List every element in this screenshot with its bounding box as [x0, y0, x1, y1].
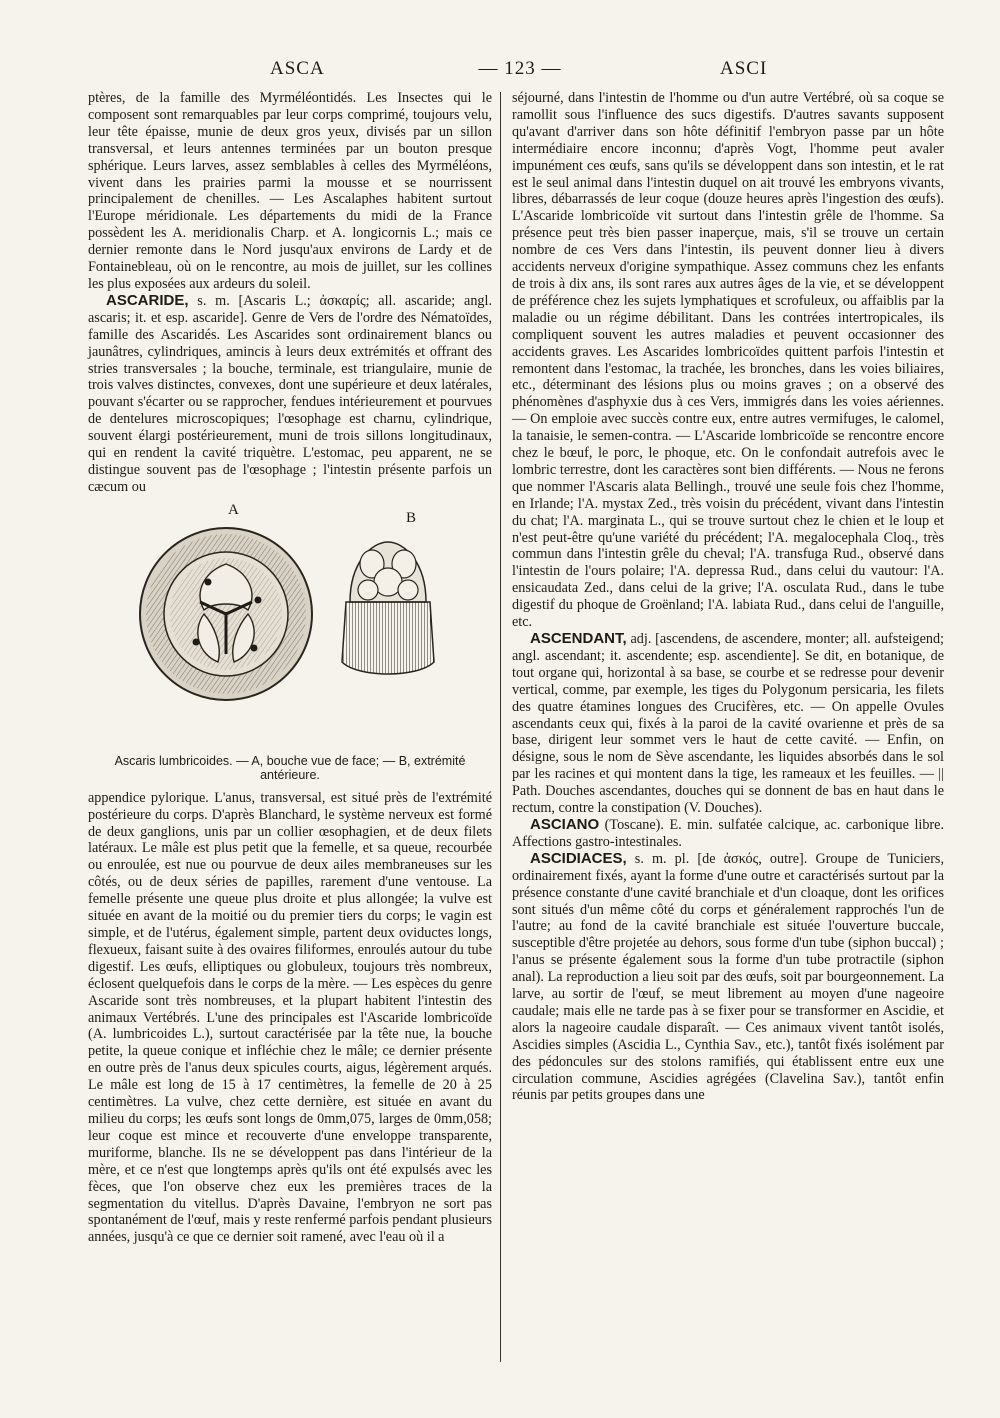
headword-ascidiaces: ASCIDIACES,	[530, 849, 627, 867]
column-divider	[500, 92, 501, 1362]
figure-caption: Ascaris lumbricoides. — A, bouche vue de face; — B, extrémité antérieure.	[114, 753, 466, 782]
running-header	[80, 58, 940, 86]
figure-a-mouth-front-view	[140, 528, 312, 700]
entry-ascendant	[512, 631, 944, 817]
entry-ascidiaces	[512, 851, 944, 1105]
entry-asciano	[512, 817, 944, 851]
entry-ascaride	[88, 293, 492, 496]
right-column	[512, 90, 944, 1104]
figure-label-b: B	[406, 509, 417, 526]
entry-asciano-text: (Toscane). E. min. sulfatée calcique, ac. carbonique libre. Affections gastro-intestinales.	[512, 816, 944, 850]
entry-ascidiaces-text: s. m. pl. [de ἀσκός, outre]. Groupe de Tuniciers, ordinairement fixés, ayant la forme d'une outre et caractérisés surtout par la présence constante d'une cavité branchiale et d'un cloaque, dont les orifices sont situés d'un même côté du corps et généralement rapprochés l'un de l'autre; au fond de la cavité branchiale est située l'ouverture buccale, susceptible d'être projetée au dehors, sous forme d'un tube (siphon buccal) ; l'anus se présente également sous la forme d'un tube protractile (siphon anal). La reproduction a lieu soit par des œufs, soit par bourgeonnement. La larve, au sortir de l'œuf, se meut librement au moyen d'une nageoire caudale; mais elle ne tarde pas à se fixer pour se transformer en Ascidie, et alors la nageoire caudale disparaît. — Ces animaux vivent tantôt isolés, Ascidies simples (Ascidia L., Cynthia Sav., etc.), tantôt fixés isolément par des pédoncules sur des stolons ramifiés, qui établissent entre eux une circulation commune, Ascidies agrégées (Clavelina Sav.), tantôt enfin réunis par petits groupes dans une	[512, 850, 944, 1104]
header-right-guideword: ASCI	[720, 58, 768, 79]
ascaride-right-continuation-paragraph: séjourné, dans l'intestin de l'homme ou d'un autre Vertébré, où sa coque se ramollit sous l'influence des sucs digestifs. D'autres savants supposent qu'avant d'arriver dans son hôte définitif l'embryon passe par un hôte intermédiaire encore inconnu; d'après Vogt, l'homme peut avaler impunément ces œufs, sans qu'ils se développent dans son intestin, et le rat est le seul animal dans l'intestin duquel on ait trouvé les embryons vivants, libres, débarrassés de leur coque (douze heures après l'ingestion des œufs). L'Ascaride lombricoïde vit surtout dans l'intestin grêle de l'homme. Sa présence peut très bien passer inaperçue, mais, s'il se trouve un certain nombre de ces Vers dans l'intestin, ils peuvent donner lieu à divers accidents nerveux d'origine sympathique. Assez communs chez les enfants de trois à dix ans, ils sont rares aux autres âges de la vie, et se développent de préférence chez les sujets lymphatiques et scrofuleux, ou affaiblis par la maladie ou un régime débilitant. Dans les contrées intertropicales, ils compliquent souvent les autres maladies et peuvent occasionner des accidents graves. Les Ascarides lombricoïdes quittent parfois l'intestin et remontent dans l'estomac, la trachée, les bronches, dans les voies biliaires, etc., déterminant des lésions plus ou moins graves ; on a observé des phénomènes d'asphyxie dus à ces Vers, immigrés dans les voies aériennes. — On emploie avec succès contre eux, entre autres vermifuges, le calomel, la tanaisie, le semen-contra. — L'Ascaride lombricoïde se rencontre encore chez le bœuf, le porc, le phoque, etc. On le confondait autrefois avec le lombric terrestre, dont les caractères sont bien différents. — Nous ne ferons que nommer l'Ascaris alata Bellingh., trouvé une seule fois chez l'homme, en Irlande; l'A. mystax Zed., très voisin du précédent, vivant dans l'intestin du chat; l'A. marginata L., qui se trouve surtout chez le chien et le loup et n'est peut-être qu'une variété du précédent; l'A. megalocephala Cloq., très commun dans l'intestin grêle du cheval; l'A. transfuga Rud., observé dans l'intestin de l'ours polaire; l'A. depressa Rud., dans celui du vautour: l'A. ensicaudata Zed., dans celui de la grive; l'A. osculata Rud., dans le tube digestif du phoque de Groënland; l'A. labiata Rud., dans celui de l'anguille, etc.	[512, 90, 944, 631]
entry-ascendant-text: adj. [ascendens, de ascendere, monter; all. aufsteigend; angl. ascendant; it. ascendente; esp. ascendiente]. Se dit, en botanique, de tout organe qui, horizontal à sa base, se courbe et se redresse pour devenir vertical, comme, par exemple, les tiges du Polygonum persicaria, les filets des quatre étamines longues des Crucifères, etc. — On appelle Ovules ascendants ceux qui, fixés à la paroi de la cavité ovarienne et près de sa base, dirigent leur sommet vers le haut de cette cavité. — Enfin, on désigne, sous le nom de Sève ascendante, les liquides absorbés dans le sol par les racines et qui montent dans la tige, les rameaux et les feuilles. — || Path. Douches ascendantes, douches qui se donnent de bas en haut dans le rectum, contre la constipation (V. Douches).	[512, 631, 944, 817]
ascalaphe-continuation-paragraph: ptères, de la famille des Myrméléontidés. Les Insectes qui le composent sont remarquables par leur corps comprimé, toujours velu, leur tête épaisse, munie de deux gros yeux, divisés par un sillon transversal, et leurs antennes terminées par un bouton presque sphérique. Leurs larves, assez semblables à celles des Myrméléons, vivent dans les prairies parmi la mousse et se nourrissent principalement de chenilles. — Les Ascalaphes habitent surtout l'Europe méridionale. Les départements du midi de la France possèdent les A. meridionalis Charp. et A. longicornis L.; mais ce dernier remonte dans le Nord jusqu'aux environs de Lardy et de Fontainebleau, où on le rencontre, au mois de juillet, sur les collines les plus exposées aux ardeurs du soleil.	[88, 90, 492, 292]
ascaris-engraving	[88, 502, 492, 750]
headword-asciano: ASCIANO	[530, 815, 600, 833]
left-column	[88, 90, 492, 1246]
entry-ascaride-text: s. m. [Ascaris L.; ἀσκαρίς; all. ascaride; angl. ascaris; it. et esp. ascaride]. Genre de Vers de l'ordre des Nématoïdes, famille des Ascaridés. Les Ascarides sont ordinairement blancs ou jaunâtres, cylindriques, amincis à leurs deux extrémités et offrant des stries transversales ; la bouche, terminale, est triangulaire, munie de trois valves distinctes, convexes, dont une supérieure et deux latérales, pouvant s'écarter ou se rapprocher, fendues intérieurement et pourvues de dentelures microscopiques; l'œsophage est charnu, cylindrique, souvent élargi postérieurement, muni de trois sillons longitudinaux, qui en rendent la cavité triquètre. L'estomac, peu apparent, ne se distingue souvent pas de l'œsophage ; l'intestin présente parfois un cæcum ou	[88, 292, 492, 495]
figure-b-anterior-extremity	[342, 542, 434, 674]
header-left-guideword: ASCA	[270, 58, 325, 79]
ascaris-figure	[88, 502, 492, 750]
ascaride-continuation-paragraph: appendice pylorique. L'anus, transversal, est situé près de l'extrémité postérieure du corps. D'après Blanchard, le système nerveux est formé de deux ganglions, unis par un collier œsophagien, et de deux filets latéraux. Le mâle est plus petit que la femelle, et sa queue, recourbée ou enroulée, est nue ou pourvue de deux ailes membraneuses sur les côtés, ou de deux séries de papilles, rarement d'une ventouse. La femelle présente une queue plus droite et plus allongée; la vulve est située en avant de la moitié ou du premier tiers du corps; le vagin est simple, et de l'utérus, également simple, partent deux oviductes longs, flexueux, faisant suite à des ovaires filiformes, enroulés autour du tube digestif. Les œufs, elliptiques ou globuleux, toujours très nombreux, éclosent quelquefois dans le corps de la mère. — Les espèces du genre Ascaride sont très nombreuses, et la plupart habitent l'intestin des animaux Vertébrés. L'une des principales est l'Ascaride lombricoïde (A. lumbricoides L.), surtout caractérisée par la tête nue, la bouche petite, la queue conique et infléchie chez le mâle; ce dernier présente en outre près de l'anus deux spicules courts, aigus, légèrement arqués. Le mâle est long de 15 à 17 centimètres, la femelle de 20 à 25 centimètres. La vulve, chez cette dernière, est située en avant du milieu du corps; les œufs sont longs de 0mm,075, larges de 0mm,058; leur coque est mince et recouverte d'une enveloppe transparente, muriforme, blanche. Ils ne se développent pas dans l'intérieur de la mère, et ce n'est que longtemps après qu'ils ont été expulsés avec les fèces, que l'on observe chez eux les premières traces de la segmentation du vitellus. D'après Davaine, l'embryon ne sort pas spontanément de l'œuf, mais y reste renfermé parfois pendant plusieurs années, jusqu'à ce que ce dernier soit ramené, avec l'eau où il a	[88, 789, 492, 1246]
page-number: — 123 —	[478, 58, 562, 79]
headword-ascaride: ASCARIDE,	[106, 291, 189, 309]
headword-ascendant: ASCENDANT,	[530, 630, 627, 647]
figure-label-a: A	[228, 501, 239, 518]
